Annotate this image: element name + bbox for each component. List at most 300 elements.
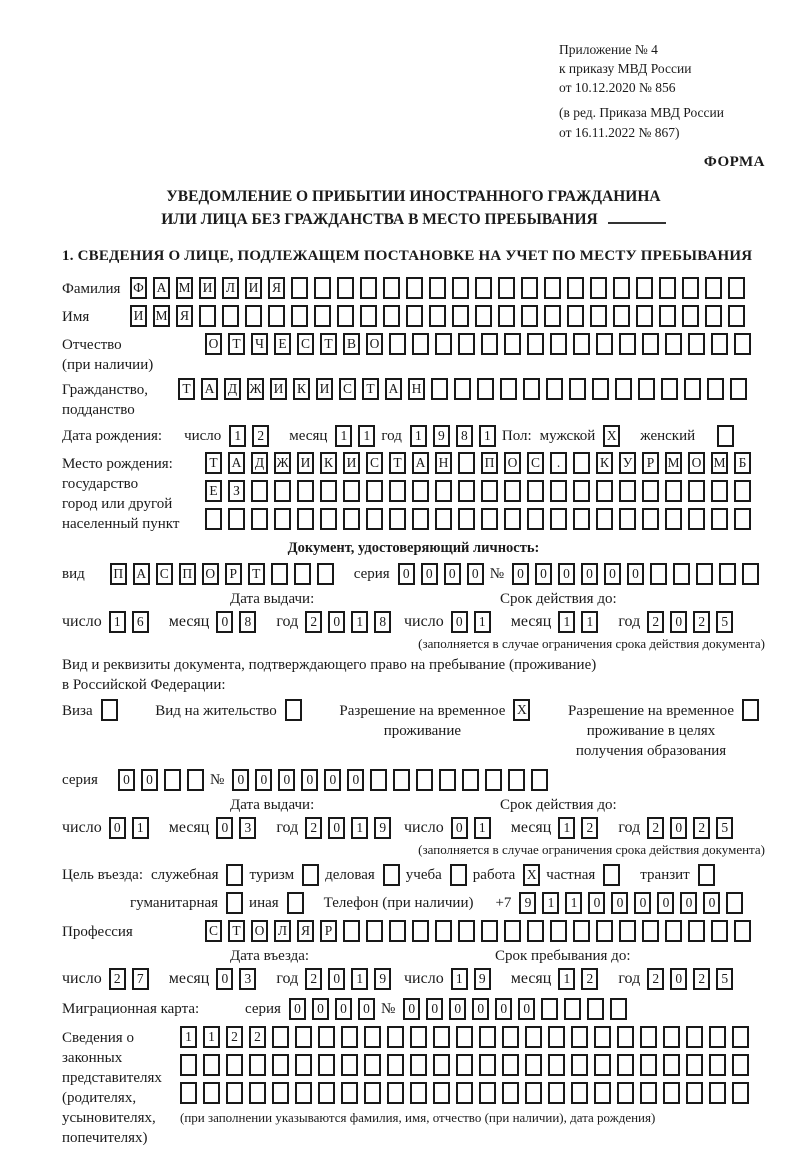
char-box: Я xyxy=(297,920,314,942)
char-box xyxy=(370,769,387,791)
char-box xyxy=(456,1082,473,1104)
char-box xyxy=(435,480,452,502)
char-box xyxy=(287,892,304,914)
section1-title: 1. СВЕДЕНИЯ О ЛИЦЕ, ПОДЛЕЖАЩЕМ ПОСТАНОВКЕ НА УЧЕТ ПО МЕСТУ ПРЕБЫВАНИЯ xyxy=(62,248,753,265)
char-box: С xyxy=(527,452,544,474)
char-box: 0 xyxy=(588,892,605,914)
char-box: 0 xyxy=(289,998,306,1020)
resdoc-series-label: серия xyxy=(62,771,98,788)
char-box xyxy=(389,480,406,502)
char-box: О xyxy=(688,452,705,474)
char-box xyxy=(479,1054,496,1076)
entry-dates xyxy=(62,948,765,990)
entry-day xyxy=(109,968,155,990)
char-box xyxy=(682,277,699,299)
char-box: 2 xyxy=(693,611,710,633)
char-box: 1 xyxy=(474,611,491,633)
char-box: 5 xyxy=(716,817,733,839)
year-label: год xyxy=(276,970,299,988)
char-box xyxy=(302,864,319,886)
iddoc-issue-col xyxy=(62,591,404,633)
char-box xyxy=(573,333,590,355)
char-box xyxy=(180,1082,197,1104)
char-box xyxy=(502,1082,519,1104)
char-box xyxy=(249,1054,266,1076)
phone-prefix: +7 xyxy=(495,894,512,911)
representatives-boxes-row3 xyxy=(180,1082,755,1104)
char-box: 0 xyxy=(312,998,329,1020)
char-box xyxy=(590,277,607,299)
char-box: И xyxy=(245,277,262,299)
char-box: 6 xyxy=(132,611,149,633)
char-box xyxy=(479,1026,496,1048)
char-box: Л xyxy=(222,277,239,299)
char-box xyxy=(343,480,360,502)
day-label: число xyxy=(62,819,102,837)
char-box xyxy=(226,1082,243,1104)
char-box: 1 xyxy=(229,425,246,447)
char-box xyxy=(295,1026,312,1048)
iddoc-number-boxes xyxy=(512,563,765,585)
char-box: О xyxy=(251,920,268,942)
char-box: 9 xyxy=(374,968,391,990)
char-box: 0 xyxy=(680,892,697,914)
char-box xyxy=(531,769,548,791)
purpose-opt4-label: учеба xyxy=(405,866,442,883)
char-box: О xyxy=(202,563,219,585)
char-box: Е xyxy=(205,480,222,502)
purpose-opt7-checkbox xyxy=(698,864,721,886)
char-box xyxy=(544,305,561,327)
char-box: 2 xyxy=(647,611,664,633)
char-box: А xyxy=(385,378,402,400)
char-box xyxy=(504,508,521,530)
purpose-opt7-label: транзит xyxy=(640,866,690,883)
char-box: 1 xyxy=(109,611,126,633)
char-box: 0 xyxy=(495,998,512,1020)
char-box: 9 xyxy=(474,968,491,990)
year-label: год xyxy=(381,427,402,444)
residence-permit-label: Вид на жительство xyxy=(155,703,277,720)
char-box xyxy=(366,480,383,502)
char-box xyxy=(508,769,525,791)
char-box: 3 xyxy=(239,817,256,839)
visa-option xyxy=(62,699,124,721)
iddoc-note: (заполняется в случае ограничения срока действия документа) xyxy=(418,636,765,652)
char-box xyxy=(504,480,521,502)
char-box xyxy=(682,305,699,327)
char-box xyxy=(546,378,563,400)
purpose-row1 xyxy=(62,864,765,886)
char-box xyxy=(596,333,613,355)
char-box xyxy=(707,378,724,400)
entry-date-title: Дата въезда: xyxy=(230,948,310,965)
char-box: 0 xyxy=(328,817,345,839)
char-box xyxy=(603,864,620,886)
char-box xyxy=(613,277,630,299)
char-box xyxy=(742,699,759,721)
char-box xyxy=(364,1054,381,1076)
char-box xyxy=(481,508,498,530)
char-box xyxy=(571,1054,588,1076)
char-box xyxy=(711,480,728,502)
iddoc-series-boxes xyxy=(398,563,490,585)
purpose-opt9-label: иная xyxy=(249,894,279,911)
char-box: 2 xyxy=(647,968,664,990)
resdoc-issue-year xyxy=(305,817,397,839)
resdoc-dates xyxy=(62,797,765,839)
char-box: Ж xyxy=(247,378,264,400)
char-box: Т xyxy=(362,378,379,400)
char-box xyxy=(360,305,377,327)
iddoc-header: Документ, удостоверяющий личность: xyxy=(287,540,540,557)
char-box xyxy=(527,508,544,530)
char-box: С xyxy=(339,378,356,400)
resdoc-valid-title: Срок действия до: xyxy=(500,797,617,814)
char-box xyxy=(711,333,728,355)
char-box xyxy=(272,1054,289,1076)
char-box: 9 xyxy=(519,892,536,914)
char-box xyxy=(665,480,682,502)
firstname-boxes xyxy=(130,305,751,327)
birth-year-boxes xyxy=(410,425,502,447)
char-box xyxy=(285,699,302,721)
char-box: 1 xyxy=(451,968,468,990)
char-box xyxy=(314,305,331,327)
char-box xyxy=(477,378,494,400)
form-title-line1: УВЕДОМЛЕНИЕ О ПРИБЫТИИ ИНОСТРАННОГО ГРАЖДАНИНА xyxy=(166,187,661,205)
char-box xyxy=(439,769,456,791)
char-box: Д xyxy=(224,378,241,400)
char-box xyxy=(383,864,400,886)
char-box xyxy=(615,378,632,400)
char-box xyxy=(431,378,448,400)
char-box: К xyxy=(596,452,613,474)
char-box xyxy=(709,1082,726,1104)
representatives-boxes xyxy=(180,1026,755,1126)
stay-month xyxy=(558,968,604,990)
char-box: 0 xyxy=(216,611,233,633)
entry-year xyxy=(305,968,397,990)
iddoc-issue-year xyxy=(305,611,397,633)
char-box xyxy=(203,1054,220,1076)
char-box xyxy=(450,864,467,886)
char-box xyxy=(521,305,538,327)
residence-permit-checkbox xyxy=(285,699,308,721)
char-box: 0 xyxy=(670,611,687,633)
char-box xyxy=(711,920,728,942)
char-box: М xyxy=(711,452,728,474)
char-box xyxy=(429,277,446,299)
char-box xyxy=(249,1082,266,1104)
char-box xyxy=(452,277,469,299)
char-box xyxy=(389,920,406,942)
char-box: 0 xyxy=(141,769,158,791)
char-box xyxy=(433,1082,450,1104)
purpose-opt5-label: работа xyxy=(472,866,516,883)
char-box xyxy=(295,1082,312,1104)
char-box: И xyxy=(297,452,314,474)
iddoc-dates xyxy=(62,591,765,633)
char-box xyxy=(383,277,400,299)
char-box: 7 xyxy=(132,968,149,990)
char-box: 1 xyxy=(180,1026,197,1048)
birthplace-row xyxy=(62,452,765,536)
birthdate-row xyxy=(62,425,765,447)
day-label: число xyxy=(184,427,222,444)
char-box xyxy=(650,563,667,585)
char-box xyxy=(410,1082,427,1104)
month-label: месяц xyxy=(510,970,552,988)
char-box xyxy=(389,333,406,355)
surname-row xyxy=(62,277,765,299)
stay-day xyxy=(451,968,497,990)
char-box: Т xyxy=(320,333,337,355)
char-box: И xyxy=(343,452,360,474)
char-box: 1 xyxy=(351,968,368,990)
resdoc-valid-year xyxy=(647,817,739,839)
char-box: К xyxy=(320,452,337,474)
char-box xyxy=(406,305,423,327)
char-box xyxy=(696,563,713,585)
char-box: 0 xyxy=(451,817,468,839)
citizenship-row xyxy=(62,378,765,420)
annex-line: Приложение № 4 xyxy=(559,42,658,57)
patronymic-row xyxy=(62,333,765,375)
char-box xyxy=(251,508,268,530)
char-box xyxy=(594,1026,611,1048)
char-box xyxy=(734,508,751,530)
char-box xyxy=(406,277,423,299)
char-box xyxy=(665,333,682,355)
migcard-series-boxes xyxy=(289,998,381,1020)
char-box: 2 xyxy=(305,968,322,990)
char-box xyxy=(272,1026,289,1048)
char-box xyxy=(688,480,705,502)
char-box xyxy=(226,892,243,914)
sex-label: Пол: xyxy=(501,427,532,444)
char-box: 0 xyxy=(670,817,687,839)
char-box xyxy=(456,1026,473,1048)
month-label: месяц xyxy=(168,613,210,631)
char-box xyxy=(226,1054,243,1076)
year-label: год xyxy=(618,613,641,631)
char-box xyxy=(734,920,751,942)
char-box xyxy=(435,508,452,530)
char-box: 2 xyxy=(693,968,710,990)
char-box: С xyxy=(156,563,173,585)
patronymic-boxes xyxy=(205,333,757,355)
char-box xyxy=(360,277,377,299)
char-box: 0 xyxy=(421,563,438,585)
iddoc-issue-day xyxy=(109,611,155,633)
char-box xyxy=(590,305,607,327)
char-box xyxy=(502,1054,519,1076)
birthplace-boxes xyxy=(205,452,757,536)
char-box xyxy=(337,277,354,299)
char-box: И xyxy=(270,378,287,400)
char-box: А xyxy=(133,563,150,585)
char-box: 0 xyxy=(278,769,295,791)
char-box: М xyxy=(665,452,682,474)
month-label: месяц xyxy=(289,427,328,444)
migcard-number-label: № xyxy=(380,1000,396,1017)
char-box xyxy=(412,480,429,502)
char-box xyxy=(410,1054,427,1076)
purpose-opt2-label: туризм xyxy=(249,866,295,883)
forma-label: ФОРМА xyxy=(703,153,765,170)
entry-month xyxy=(216,968,262,990)
char-box xyxy=(180,1054,197,1076)
resdoc-valid-day xyxy=(451,817,497,839)
char-box xyxy=(297,508,314,530)
char-box xyxy=(294,563,311,585)
char-box xyxy=(688,333,705,355)
char-box xyxy=(640,1082,657,1104)
char-box xyxy=(686,1026,703,1048)
char-box: Ч xyxy=(251,333,268,355)
edu-residence-checkbox xyxy=(742,699,765,721)
char-box xyxy=(271,563,288,585)
char-box: Я xyxy=(268,277,285,299)
char-box: 0 xyxy=(512,563,529,585)
annex-line: от 16.11.2022 № 867) xyxy=(559,124,680,140)
annex-line: от 10.12.2020 № 856 xyxy=(559,80,676,96)
char-box xyxy=(705,305,722,327)
char-box xyxy=(525,1026,542,1048)
stay-until-title: Срок пребывания до: xyxy=(495,948,631,965)
day-label: число xyxy=(404,613,444,631)
char-box xyxy=(617,1026,634,1048)
char-box xyxy=(527,920,544,942)
char-box xyxy=(567,277,584,299)
char-box xyxy=(726,892,743,914)
char-box xyxy=(642,920,659,942)
char-box: 0 xyxy=(335,998,352,1020)
char-box xyxy=(364,1082,381,1104)
female-checkbox xyxy=(717,425,740,447)
char-box: 2 xyxy=(305,817,322,839)
char-box xyxy=(366,920,383,942)
month-label: месяц xyxy=(510,613,552,631)
resdoc-valid-col xyxy=(404,797,765,839)
char-box: О xyxy=(504,452,521,474)
char-box xyxy=(709,1054,726,1076)
char-box xyxy=(245,305,262,327)
char-box xyxy=(642,480,659,502)
char-box: Н xyxy=(408,378,425,400)
char-box xyxy=(318,1026,335,1048)
char-box xyxy=(435,333,452,355)
char-box: X xyxy=(523,864,540,886)
char-box xyxy=(573,480,590,502)
char-box xyxy=(728,277,745,299)
annex-line: (в ред. Приказа МВД России xyxy=(559,105,724,121)
char-box: 1 xyxy=(335,425,352,447)
char-box: Т xyxy=(178,378,195,400)
surname-label: Фамилия xyxy=(62,281,121,298)
char-box: 2 xyxy=(226,1026,243,1048)
char-box: 0 xyxy=(670,968,687,990)
char-box xyxy=(742,563,759,585)
citizenship-boxes xyxy=(178,378,753,400)
stay-until-col xyxy=(404,948,765,990)
purpose-opt3-checkbox xyxy=(383,864,406,886)
char-box: 0 xyxy=(398,563,415,585)
char-box xyxy=(732,1054,749,1076)
char-box xyxy=(573,452,590,474)
iddoc-series-label: серия xyxy=(353,565,390,582)
char-box xyxy=(458,480,475,502)
char-box xyxy=(458,508,475,530)
resdoc-issue-title: Дата выдачи: xyxy=(230,797,315,814)
entry-date-col xyxy=(62,948,404,990)
char-box: Л xyxy=(274,920,291,942)
char-box xyxy=(734,333,751,355)
form-title xyxy=(62,185,765,232)
year-label: год xyxy=(618,819,641,837)
char-box xyxy=(500,378,517,400)
char-box: 1 xyxy=(542,892,559,914)
char-box xyxy=(343,920,360,942)
char-box xyxy=(698,864,715,886)
resdoc-issue-month xyxy=(216,817,262,839)
char-box xyxy=(475,305,492,327)
char-box: 0 xyxy=(255,769,272,791)
char-box: И xyxy=(316,378,333,400)
char-box: X xyxy=(603,425,620,447)
char-box: 0 xyxy=(301,769,318,791)
char-box xyxy=(187,769,204,791)
patronymic-label: Отчество (при наличии) xyxy=(62,337,154,374)
char-box xyxy=(734,480,751,502)
char-box xyxy=(541,998,558,1020)
char-box: К xyxy=(293,378,310,400)
char-box: 0 xyxy=(535,563,552,585)
char-box xyxy=(387,1054,404,1076)
char-box xyxy=(479,1082,496,1104)
char-box xyxy=(663,1054,680,1076)
char-box xyxy=(617,1054,634,1076)
temp-residence-option xyxy=(339,699,536,741)
char-box xyxy=(389,508,406,530)
char-box xyxy=(317,563,334,585)
char-box xyxy=(711,508,728,530)
char-box: В xyxy=(343,333,360,355)
char-box xyxy=(412,508,429,530)
char-box xyxy=(567,305,584,327)
char-box xyxy=(636,305,653,327)
char-box xyxy=(203,1082,220,1104)
purpose-row2 xyxy=(130,892,765,914)
migration-card-row xyxy=(62,998,765,1020)
month-label: месяц xyxy=(168,819,210,837)
char-box: 8 xyxy=(374,611,391,633)
edu-residence-option xyxy=(568,699,765,761)
char-box: 0 xyxy=(449,998,466,1020)
char-box: 0 xyxy=(328,968,345,990)
char-box: 1 xyxy=(132,817,149,839)
char-box: 1 xyxy=(351,611,368,633)
char-box xyxy=(550,508,567,530)
char-box: 2 xyxy=(249,1026,266,1048)
char-box: О xyxy=(366,333,383,355)
char-box xyxy=(640,1054,657,1076)
char-box xyxy=(594,1082,611,1104)
char-box xyxy=(548,1054,565,1076)
resdoc-number-boxes xyxy=(232,769,554,791)
char-box: У xyxy=(619,452,636,474)
